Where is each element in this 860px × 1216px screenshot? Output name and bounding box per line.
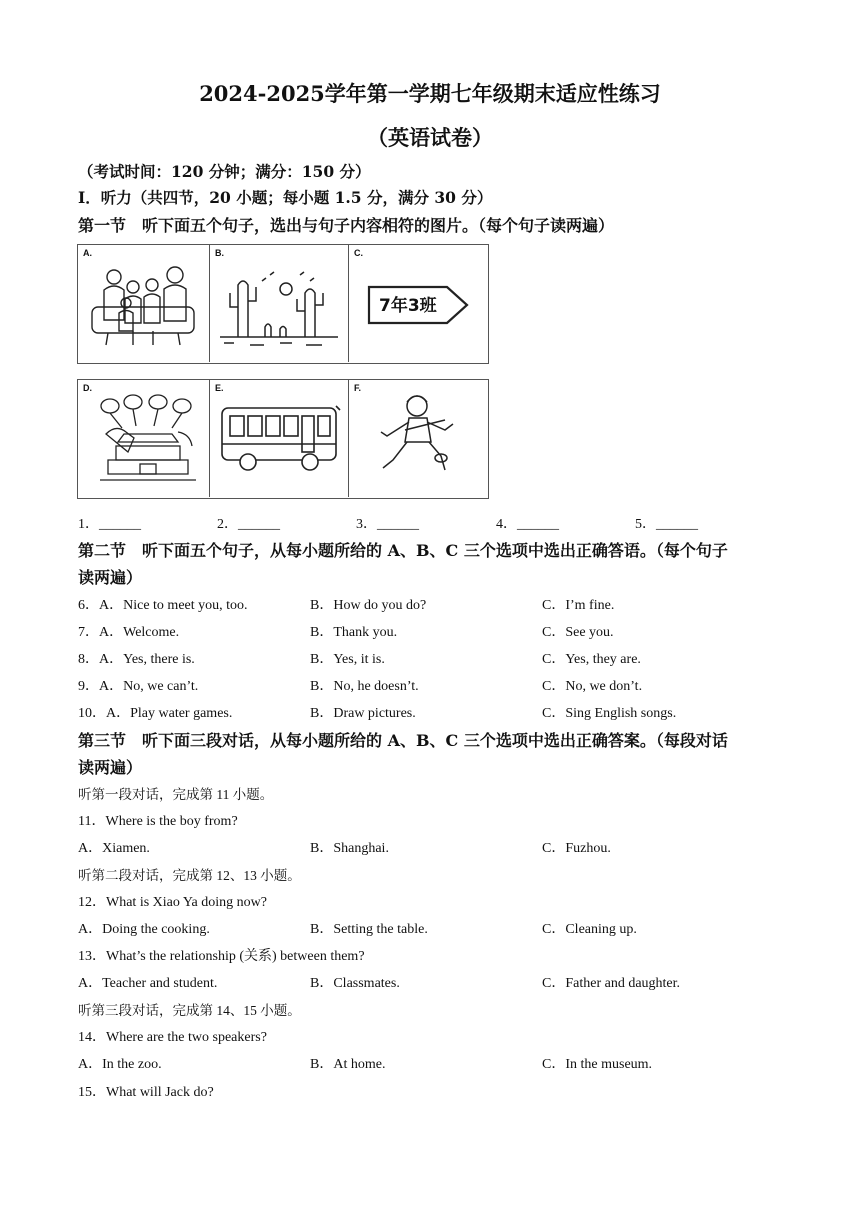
q10-option-b: B．Draw pictures. [310,706,416,721]
picture-c [349,245,488,362]
page-subtitle: （英语试卷） [367,125,493,150]
q12-option-a: A．Doing the cooking. [78,922,210,937]
q7-option-b: B．Thank you. [310,625,398,640]
q13-stem: 13．What’s the relationship (关系) between them? [78,949,365,964]
picture-label: E. [215,383,224,393]
q11-option-a: A．Xiamen. [78,841,150,856]
picture-e [210,380,349,497]
q10-option-a: 10．A．Play water games. [78,706,233,721]
q14-stem: 14．Where are the two speakers? [78,1030,267,1045]
q14-option-c: C．In the museum. [542,1057,653,1072]
q6-option-a: 6．A．Nice to meet you, too. [78,598,248,613]
q13-option-b: B．Classmates. [310,976,400,991]
picture-b [210,245,349,362]
q10-option-c: C．Sing English songs. [542,706,677,721]
section3-heading-cont: 读两遍） [78,758,143,777]
q7-option-c: C．See you. [542,625,614,640]
part1-heading: Ⅰ．听力（共四节，20 小题；每小题 1.5 分，满分 30 分） [78,188,493,207]
answer-blank[interactable]: 3．______ [356,517,419,532]
q8-option-c: C．Yes, they are. [542,652,641,667]
q9-option-c: C．No, we don’t. [542,679,643,694]
family-icon [78,245,208,362]
picture-row-1 [77,244,489,364]
picture-row-2 [77,379,489,499]
picture-f [349,380,488,497]
page-title: 2024-2025学年第一学期七年级期末适应性练习 [199,81,661,106]
q13-option-c: C．Father and daughter. [542,976,681,991]
dialogue-note-1: 听第一段对话，完成第 11 小题。 [78,787,274,802]
answer-blank[interactable]: 1．______ [78,517,141,532]
answer-blank[interactable]: 5．______ [635,517,698,532]
q6-option-c: C．I’m fine. [542,598,615,613]
dialogue-note-2: 听第二段对话，完成第 12、13 小题。 [78,868,301,883]
picture-label: D. [83,383,92,393]
picture-label: B. [215,248,224,258]
q12-option-c: C．Cleaning up. [542,922,637,937]
q14-option-a: A．In the zoo. [78,1057,162,1072]
dialogue-note-3: 听第三段对话，完成第 14、15 小题。 [78,1003,301,1018]
desert-cactus-icon [210,245,347,362]
q12-stem: 12．What is Xiao Ya doing now? [78,895,267,910]
q14-option-b: B．At home. [310,1057,386,1072]
q9-option-b: B．No, he doesn’t. [310,679,419,694]
picture-label: F. [354,383,362,393]
svg-text:7年3班: 7年3班 [379,296,437,316]
picture-label: A. [83,248,92,258]
q13-option-a: A．Teacher and student. [78,976,218,991]
kungfu-boy-icon [349,380,486,497]
section2-heading-cont: 读两遍） [78,568,143,587]
tiananmen-icon [78,380,208,497]
answer-blank[interactable]: 4．______ [496,517,559,532]
section2-heading: 第二节 听下面五个句子，从每小题所给的 A、B、C 三个选项中选出正确答语。（每个句子 [78,541,728,560]
section3-heading: 第三节 听下面三段对话，从每小题所给的 A、B、C 三个选项中选出正确答案。（每段对话 [78,731,728,750]
picture-a [78,245,210,362]
q11-option-c: C．Fuzhou. [542,841,611,856]
q11-option-b: B．Shanghai. [310,841,389,856]
answer-blank[interactable]: 2．______ [217,517,280,532]
section1-heading: 第一节 听下面五个句子，选出与句子内容相符的图片。（每个句子读两遍） [78,216,615,235]
q12-option-b: B．Setting the table. [310,922,428,937]
q7-option-a: 7．A．Welcome. [78,625,180,640]
q8-option-b: B．Yes, it is. [310,652,385,667]
exam-info: （考试时间：120 分钟；满分：150 分） [78,162,371,181]
picture-d [78,380,210,497]
q15-stem: 15．What will Jack do? [78,1085,214,1100]
q6-option-b: B．How do you do? [310,598,427,613]
q11-stem: 11．Where is the boy from? [78,814,238,829]
picture-label: C. [354,248,363,258]
q8-option-a: 8．A．Yes, there is. [78,652,195,667]
q9-option-a: 9．A．No, we can’t. [78,679,199,694]
class-sign-icon [349,245,486,362]
bus-icon [210,380,347,497]
